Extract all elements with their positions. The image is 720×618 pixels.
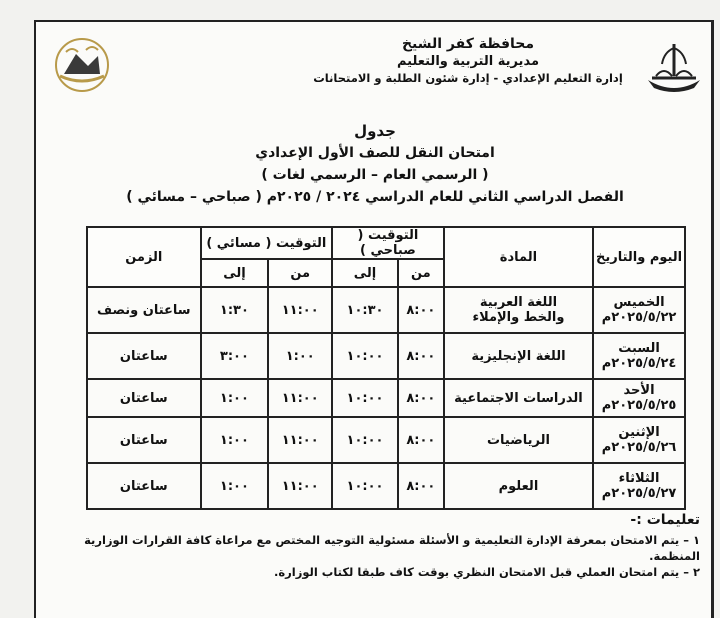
- day-date-cell: [593, 333, 685, 379]
- day-date-cell: [593, 417, 685, 463]
- document-page: [34, 20, 714, 618]
- header-subject: المادة: [444, 227, 593, 287]
- header-evening-from: من: [268, 259, 332, 287]
- subject-name: اللغة العربية: [479, 295, 558, 310]
- exam-date: ٢٠٢٥/٥/٢٢م: [601, 310, 677, 325]
- subject-cell: العلوم: [444, 463, 593, 509]
- day-name: الخميس: [613, 295, 665, 310]
- exam-date: ٢٠٢٥/٥/٢٥م: [601, 398, 677, 413]
- table-row: [87, 463, 685, 509]
- table-row: [87, 333, 685, 379]
- duration-cell: ساعتان: [87, 463, 201, 509]
- header-evening-timing: التوقيت ( مسائي ): [201, 227, 333, 259]
- document-header: [288, 36, 648, 85]
- day-name: السبت: [618, 341, 660, 356]
- evening-to: ١:٠٠: [201, 379, 269, 417]
- title-exam: امتحان النقل للصف الأول الإعدادي: [255, 145, 495, 161]
- evening-to: ١:٠٠: [201, 463, 269, 509]
- exam-date: ٢٠٢٥/٥/٢٧م: [601, 486, 677, 501]
- morning-to: ١٠:٣٠: [332, 287, 398, 333]
- morning-from: ٨:٠٠: [398, 379, 444, 417]
- day-date-cell: [593, 287, 685, 333]
- morning-from: ٨:٠٠: [398, 287, 444, 333]
- header-evening-to: إلى: [201, 259, 269, 287]
- morning-from: ٨:٠٠: [398, 417, 444, 463]
- header-morning-timing: التوقيت ( صباحي ): [332, 227, 444, 259]
- morning-to: ١٠:٠٠: [332, 379, 398, 417]
- duration-cell: ساعتان: [87, 379, 201, 417]
- title-schedule: جدول: [354, 122, 396, 140]
- evening-from: ١١:٠٠: [268, 417, 332, 463]
- exam-schedule-table: [86, 226, 686, 510]
- morning-from: ٨:٠٠: [398, 463, 444, 509]
- day-name: الإثنين: [618, 425, 660, 440]
- day-name: الأحد: [623, 383, 655, 398]
- subject-cell: اللغة الإنجليزية: [444, 333, 593, 379]
- morning-to: ١٠:٠٠: [332, 417, 398, 463]
- instructions-title: تعليمات :-: [630, 512, 700, 528]
- header-duration: الزمن: [87, 227, 201, 287]
- subject-cell: الدراسات الاجتماعية: [444, 379, 593, 417]
- exam-date: ٢٠٢٥/٥/٢٦م: [601, 440, 677, 455]
- duration-cell: ساعتان: [87, 417, 201, 463]
- directorate-name: مديرية التربية والتعليم: [396, 54, 540, 69]
- day-date-cell: [593, 379, 685, 417]
- title-semester: الفصل الدراسي الثاني للعام الدراسي ٢٠٢٤ / ٢٠٢٥م ( صباحي – مسائي ): [126, 189, 624, 205]
- morning-to: ١٠:٠٠: [332, 463, 398, 509]
- header-morning-from: من: [398, 259, 444, 287]
- morning-from: ٨:٠٠: [398, 333, 444, 379]
- instruction-item: ٢ – يتم امتحان العملي قبل الامتحان النظري بوقت كاف طبقا لكتاب الوزارة.: [273, 565, 700, 579]
- subject-cell: الرياضيات: [444, 417, 593, 463]
- evening-from: ١١:٠٠: [268, 379, 332, 417]
- title-types: ( الرسمي العام – الرسمي لغات ): [261, 167, 489, 183]
- table-row: [87, 379, 685, 417]
- governorate-emblem-icon: [642, 36, 706, 94]
- subject-cell: [444, 287, 593, 333]
- evening-from: ١١:٠٠: [268, 463, 332, 509]
- day-date-cell: [593, 463, 685, 509]
- evening-to: ١:٠٠: [201, 417, 269, 463]
- governorate-name: محافظة كفر الشيخ: [401, 36, 535, 52]
- table-row: [87, 287, 685, 333]
- header-morning-to: إلى: [332, 259, 398, 287]
- table-row: [87, 417, 685, 463]
- instruction-item: ١ – يتم الامتحان بمعرفة الإدارة التعليمية و الأسئلة مسئولية التوجيه المختص مع مراعاة كافة القرارات الوزارية المنظمة.: [84, 533, 700, 563]
- exam-date: ٢٠٢٥/٥/٢٤م: [601, 356, 677, 371]
- ministry-emblem-icon: [52, 36, 112, 94]
- frame-border: [711, 22, 714, 618]
- evening-from: ١١:٠٠: [268, 287, 332, 333]
- evening-to: ١:٣٠: [201, 287, 269, 333]
- document-titles: [36, 120, 714, 208]
- evening-from: ١:٠٠: [268, 333, 332, 379]
- duration-cell: ساعتان ونصف: [87, 287, 201, 333]
- instructions: [50, 512, 700, 580]
- duration-cell: ساعتان: [87, 333, 201, 379]
- department-name: إدارة التعليم الإعدادي - إدارة شئون الطلبة و الامتحانات: [313, 71, 623, 85]
- day-name: الثلاثاء: [618, 471, 660, 486]
- header-day-date: اليوم والتاريخ: [593, 227, 685, 287]
- subject-name-line2: والخط والإملاء: [472, 310, 565, 325]
- evening-to: ٣:٠٠: [201, 333, 269, 379]
- morning-to: ١٠:٠٠: [332, 333, 398, 379]
